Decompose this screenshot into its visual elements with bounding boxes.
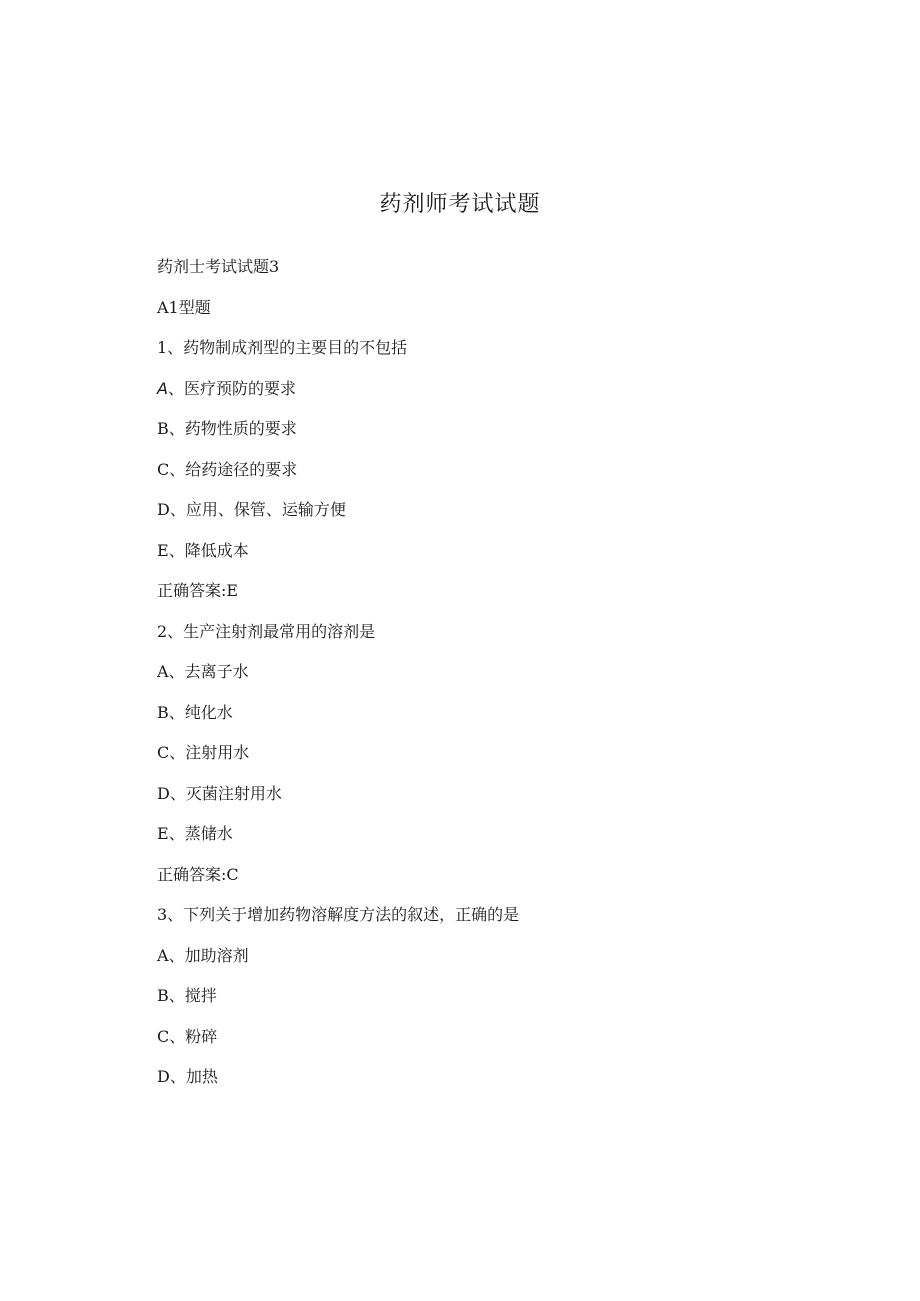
option-text: 、药物性质的要求 [168,419,297,438]
option-letter: D [157,783,170,803]
option-text: 、加助溶剂 [168,945,249,965]
option-letter: C [157,1026,170,1046]
option-letter: A [157,378,168,398]
option-text: 、搅拌 [168,986,217,1005]
option-letter: B [157,419,169,438]
option-text: 、蒸储水 [168,824,233,843]
option-text: 、灭菌注射用水 [169,783,282,803]
option-letter: A [157,945,169,965]
question-1-option-b [157,418,857,459]
option-letter: C [157,743,170,762]
question-2-answer: 正确答案:C [157,864,239,884]
option-letter: E [157,824,169,843]
question-2-option-a [157,661,857,702]
subtitle: 药剂士考试试题3 [157,257,280,276]
option-text: 、降低成本 [168,540,249,560]
option-text: 、粉碎 [169,1026,218,1046]
option-letter: D [157,1067,170,1086]
document-body [157,256,857,1107]
question-1-option-c [157,459,857,500]
option-text: 、注射用水 [169,743,250,762]
option-letter: C [157,459,170,479]
option-letter: A [157,662,169,681]
question-3-stem: 3、下列关于增加药物溶解度方法的叙述，正确的是 [157,905,520,924]
question-1-option-a [157,378,857,419]
option-text: 、应用、保管、运输方便 [169,500,346,519]
question-2-option-b [157,702,857,743]
question-1-stem: 1、药物制成剂型的主要目的不包括 [157,338,408,357]
question-3-option-a [157,945,857,986]
question-1-option-d [157,499,857,540]
question-2-stem: 2、生产注射剂最常用的溶剂是 [157,621,376,641]
option-letter: B [157,702,169,722]
question-2-option-c [157,742,857,783]
question-3-option-c [157,1026,857,1067]
question-1-option-e [157,540,857,581]
option-text: 、去离子水 [168,662,249,681]
option-text: 、医疗预防的要求 [167,378,296,398]
section-heading: A1型题 [157,297,211,317]
question-2-option-e [157,823,857,864]
option-text: 、加热 [169,1067,218,1086]
option-letter: E [157,540,169,560]
page-title: 药剂师考试试题 [379,192,541,217]
question-3-option-d [157,1066,857,1107]
option-letter: D [157,500,170,519]
question-1-answer: 正确答案:E [157,581,239,600]
question-3-option-b [157,985,857,1026]
question-2-option-d [157,783,857,824]
option-letter: B [157,986,169,1005]
option-text: 、纯化水 [168,702,233,722]
option-text: 、给药途径的要求 [169,459,298,479]
